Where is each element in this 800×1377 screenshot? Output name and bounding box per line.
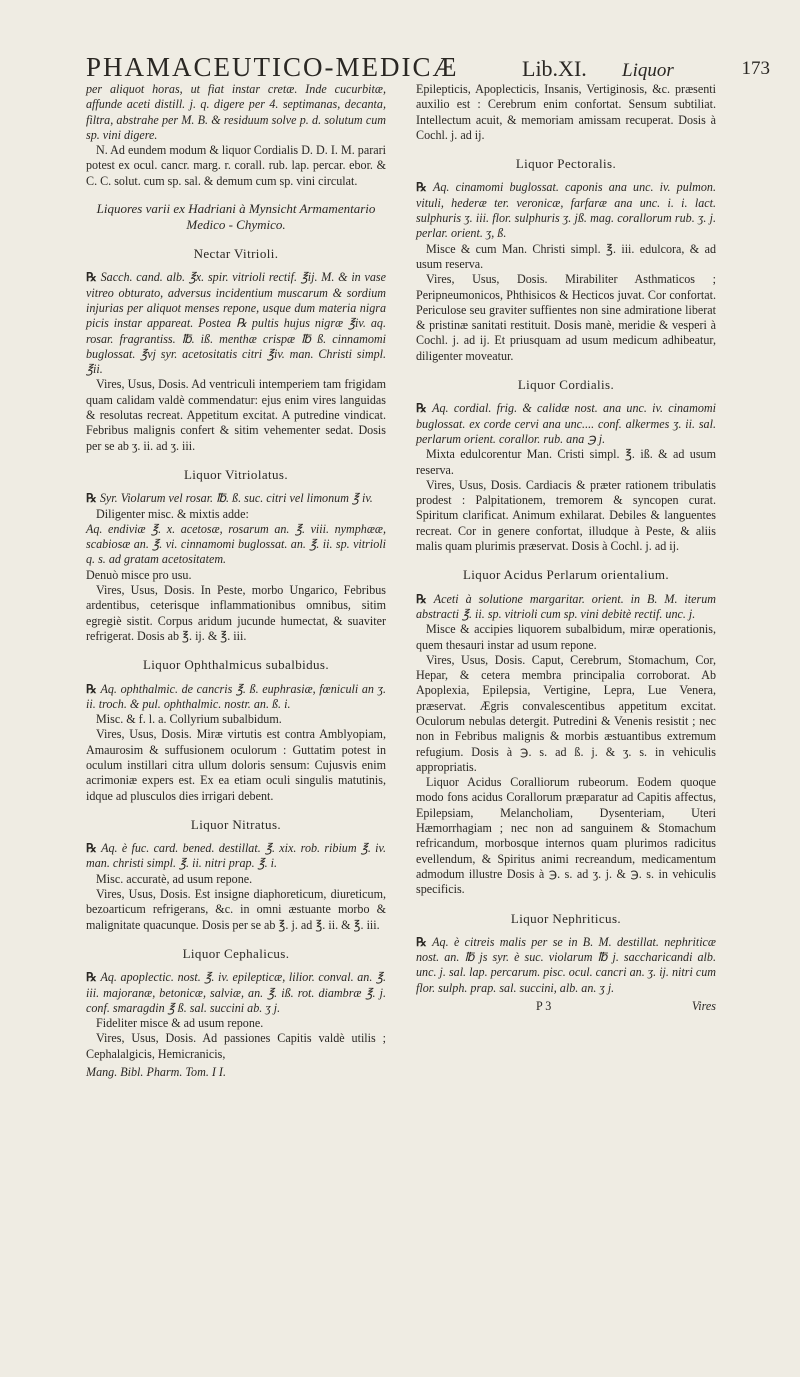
right-column bbox=[416, 82, 716, 1014]
section-heading: Liquor Nitratus. bbox=[190, 816, 282, 832]
book-number: Lib.XI. bbox=[522, 56, 587, 81]
catchword: Vires bbox=[691, 999, 716, 1014]
page-footer bbox=[416, 999, 716, 1014]
section-heading: Liquores varii ex Hadriani à Mynsicht Armamentario Medico - Chymico. bbox=[96, 201, 376, 233]
text-paragraph: Misc. accuratè, ad usum repone. bbox=[96, 871, 253, 886]
text-paragraph: Vires, Usus, Dosis. In Peste, morbo Ungarico, Febribus ardentibus, ceterisque inflammationibus omnibus, sitim egregiè sistit. Corpus aridum jucunde humectat, & suaviter refrigerat. Dosis ab ℥. ij. & ℥. iii. bbox=[86, 583, 386, 643]
text-paragraph: Epilepticis, Apoplecticis, Insanis, Vertiginosis, &c. præsenti auxilio est : Cerebrum enim confortat. Sensum subtiliat. Intellectum acuit, & memoriam amissam recuperat. Dosis à Cochl. j. ad ij. bbox=[416, 82, 716, 142]
page-number: 173 bbox=[741, 58, 770, 79]
section-heading: Liquor Cordialis. bbox=[517, 377, 615, 393]
text-paragraph: N. Ad eundem modum & liquor Cordialis D. D. I. M. parari potest ex ocul. cancr. marg. r. corall. rub. lap. percar. ebor. & C. C. solut. cum sp. sal. & demum cum sp. vini circulat. bbox=[86, 143, 386, 188]
signature-line: Mang. Bibl. Pharm. Tom. I I. bbox=[86, 1065, 226, 1080]
text-paragraph: Liquor Acidus Coralliorum rubeorum. Eodem quoque modo fons acidus Corallorum præparatur ad Capitis affectus, Epilepsiam, Melancholiam, Dysenteriam, Uteri Hæmorrhagiam ; nec non ad sanguinem & Stomachum refricandum, morbosque internos quam plurimos radicitus evellendum, & Spiritus animi recreandum, medicamentum admodum illustre Dosis à ℈. s. ad ʒ. j. & ℈. s. in vehiculis specificis. bbox=[416, 775, 716, 897]
text-paragraph: Aq. endiviæ ℥. x. acetosæ, rosarum an. ℥. viii. nymphææ, scabiosæ an. ℥. vi. cinnamomi buglossat. an. ℥. ii. sp. vitrioli q. s. ad gratam acetositatem. bbox=[86, 521, 386, 567]
recipe-paragraph: ℞ Aq. cordial. frig. & calidæ nost. ana unc. iv. cinamomi buglossat. ex corde cervi ana unc.... conf. alkermes ʒ. ii. sal. perlarum orient. corallor. rub. ana ℈ j. bbox=[416, 401, 716, 447]
text-paragraph: Vires, Usus, Dosis. Cardiacis & præter rationem tribulatis prodest : Palpitationem, tremorem & syncopen curat. Spiritum clarificat. Animum exhilarat. Debiles & languentes recreat. Cor in genere confortat, illudque à Peste, & aliis malis quam plurimis præservat. Dosis à Cochl. j. ad ij. bbox=[416, 477, 716, 554]
section-heading: Liquor Cephalicus. bbox=[182, 945, 290, 961]
running-title: PHAMACEUTICO-MEDICÆ bbox=[86, 52, 459, 82]
text-paragraph: Misce & cum Man. Christi simpl. ℥. iii. edulcora, & ad usum reserva. bbox=[416, 241, 716, 271]
text-paragraph: Denuò misce pro usu. bbox=[86, 567, 192, 582]
section-heading: Nectar Vitrioli. bbox=[193, 246, 279, 262]
section-heading: Liquor Vitriolatus. bbox=[183, 466, 289, 482]
text-paragraph: per aliquot horas, ut fiat instar cretæ. Inde cucurbitæ, affunde aceti distill. j. q. digere per 4. septimanas, decanta, filtra, abstrahe per M. B. & residuum solve p. d. solutum cum sp. vini digere. bbox=[86, 82, 386, 142]
section-heading: Liquor Nephriticus. bbox=[510, 910, 622, 926]
text-paragraph: Vires, Usus, Dosis. Ad ventriculi intemperiem tam frigidam quam calidam valdè commendatur: ejus enim vires languidas & resolutas recreat. Appetitum excitat. A putredine vindicat. Febribus malignis confert & sitim vehementer sedat. Dosis per se ab ʒ. ii. ad ʒ. iii. bbox=[86, 377, 386, 453]
section-heading: Liquor Pectoralis. bbox=[515, 156, 617, 172]
recipe-paragraph: ℞ Aq. cinamomi buglossat. caponis ana unc. iv. pulmon. vituli, hederæ ter. veronicæ, farfaræ ana unc. i. i. lact. sulphuris ʒ. iii. flor. sulphuris ʒ. jß. mag. corallorum rub. ʒ. j. perlar. orient. ʒ, ß. bbox=[416, 180, 716, 241]
left-column bbox=[86, 82, 386, 1080]
recipe-paragraph: ℞ Sacch. cand. alb. ℥x. spir. vitrioli rectif. ℥ij. M. & in vase vitreo obturato, adversus incidentium muscarum & sordium injurias per aliquot menses repone, usque dum materia nigra picis instar appareat. Postea ℞ pultis hujus nigræ ℥iv. aq. rosar. fragrantiss. ℔. iß. menthæ crispæ ℔ ß. cinnamomi buglossat. ℥vj syr. acetositatis citri ℥iv. man. Christi simpl. ℥ii. bbox=[86, 270, 386, 377]
recipe-paragraph: ℞ Aq. ophthalmic. de cancris ℥. ß. euphrasiæ, fœniculi an ʒ. ii. troch. & pul. ophthalmic. nostr. an. ß. i. bbox=[86, 682, 386, 713]
recipe-paragraph: ℞ Aq. è citreis malis per se in B. M. destillat. nephriticæ nost. an. ℔ js syr. è suc. violarum ℔ j. saccharicandi alb. unc. j. sal. lap. percarum. pisc. ocul. cancri an. ʒ. ij. nitri cum flor. sulph. prap. sal. succini, alb. an. ʒ j. bbox=[416, 935, 716, 996]
text-paragraph: Vires, Usus, Dosis. Miræ virtutis est contra Amblyopiam, Amaurosim & suffusionem oculorum : Guttatim potest in oculum instillari citra ullum doloris sensum: Cujusvis enim acrimoniæ expers est. Ex ea etiam oculi singulis matutinis, idque ad plusculos dies irrigari debent. bbox=[86, 727, 386, 803]
recipe-paragraph: ℞ Syr. Violarum vel rosar. ℔. ß. suc. citri vel limonum ℥ iv. bbox=[86, 491, 386, 506]
text-paragraph: Misc. & f. l. a. Collyrium subalbidum. bbox=[96, 712, 282, 727]
recipe-paragraph: ℞ Aq. apoplectic. nost. ℥. iv. epilepticæ, lilior. conval. an. ℥. iii. majoranæ, betonicæ, salviæ, an. ℥. iß. rot. diambræ ℥. j. conf. smaragdin ℥ ß. sal. succini ab. ʒ j. bbox=[86, 970, 386, 1016]
text-paragraph: Fideliter misce & ad usum repone. bbox=[96, 1016, 264, 1031]
text-paragraph: Vires, Usus, Dosis. Mirabiliter Asthmaticos ; Peripneumonicos, Phthisicos & Hecticos juvat. Cor confortat. Periculose seu graviter suffientes non sine admiratione liberat & pristinæ sanitati restituit. Dosis manè, meridie & vesperi à Cochl. j. ad ij. Et priusquam ad usum medicum adhibeatur, diligenter moveatur. bbox=[416, 272, 716, 363]
signature-mark: P 3 bbox=[536, 999, 552, 1014]
text-paragraph: Vires, Usus, Dosis. Est insigne diaphoreticum, diureticum, bezoarticum refrigerans, &c. in omni æstuante morbo & malignitate quacunque. Dosis per se ab ℥. j. ad ℥. ii. & ℥. iii. bbox=[86, 887, 386, 932]
section-heading: Liquor Acidus Perlarum orientalium. bbox=[462, 567, 670, 583]
text-paragraph: Diligenter misc. & mixtis adde: bbox=[96, 506, 249, 521]
text-paragraph: Misce & accipies liquorem subalbidum, miræ operationis, quem thesauri instar ad usum repone. bbox=[416, 622, 716, 652]
text-paragraph: Vires, Usus, Dosis. Caput, Cerebrum, Stomachum, Cor, Hepar, & cetera membra principalia corroborat. Ab Apoplexia, Epilepsia, Vertigine, Lepra, Lue Venera, præservat. Ægris convalescentibus appetitum excitat. Oculorum nebulas detergit. Putredini & Venenis resistit ; nec non in Febribus malignis & morbis æstuantibus extremum refugium. Dosis à ℈. s. ad ß. j. & ʒ. s. in vehiculis appropriatis. bbox=[416, 652, 716, 774]
text-paragraph: Vires, Usus, Dosis. Ad passiones Capitis valdè utilis ; Cephalalgicis, Hemicranicis, bbox=[86, 1031, 386, 1061]
text-paragraph: Mixta edulcorentur Man. Cristi simpl. ℥. iß. & ad usum reserva. bbox=[416, 447, 716, 477]
recipe-paragraph: ℞ Aceti à solutione margaritar. orient. in B. M. iterum abstracti ℥. ii. sp. vitrioli cum sp. vini debitè rectif. unc. j. bbox=[416, 592, 716, 623]
section-title: Liquor bbox=[622, 60, 674, 81]
section-heading: Liquor Ophthalmicus subalbidus. bbox=[142, 657, 330, 673]
recipe-paragraph: ℞ Aq. è fuc. card. bened. destillat. ℥. xix. rob. ribium ℥. iv. man. christi simpl. ℥. ii. nitri prap. ℥. i. bbox=[86, 841, 386, 872]
